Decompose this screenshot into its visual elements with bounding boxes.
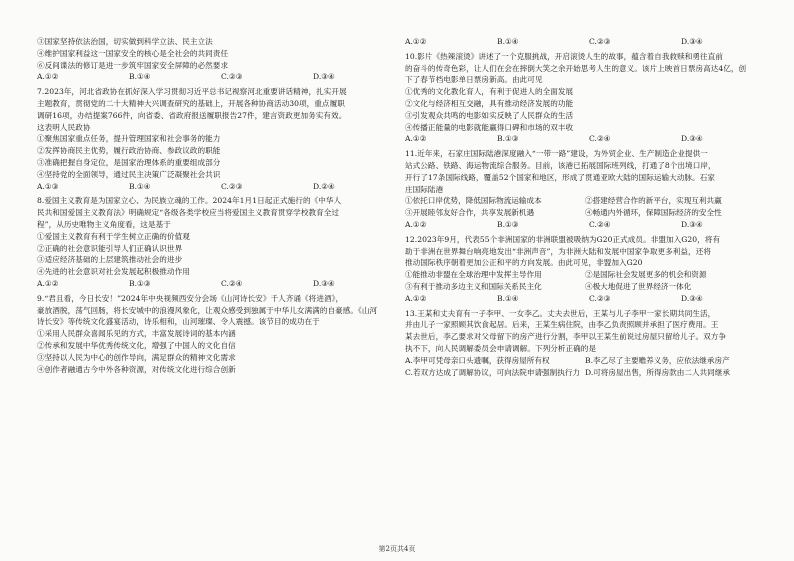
statement-option: ①依托口岸优势，降低国际物流运输成本 bbox=[405, 196, 542, 206]
text-line: ①采用人民群众喜闻乐见的方式，丰富发展诗词的基本内涵 bbox=[37, 329, 236, 339]
answer-option: A.①② bbox=[405, 134, 427, 144]
answer-option: C.②④ bbox=[589, 219, 611, 229]
text-line: 13.王某和丈夫育有一子李甲、一女李乙。丈夫去世后，王某与儿子李甲一家长期共同生活， bbox=[405, 308, 716, 318]
text-line: 8.爱国主义教育是为国家立心、为民族立魂的工作。2024年1月1日起正式施行的《中华人 bbox=[37, 196, 342, 206]
text-line: ⑥反间谍法的修订是进一步筑牢国家安全屏障的必然要求 bbox=[37, 60, 229, 70]
text-line: ④创作者融通古今中外各种资源，对传统文化进行综合创新 bbox=[37, 364, 236, 374]
statement-pair bbox=[405, 269, 775, 281]
answer-option: C.②④ bbox=[589, 134, 611, 144]
text-line: ①优秀的文化教化育人，有利于促进人的全面发展 bbox=[405, 87, 574, 97]
statement-pair bbox=[405, 367, 775, 379]
left-column bbox=[37, 36, 407, 375]
text-line: 12.2023年9月，代表55个非洲国家的非洲联盟被吸纳为G20正式成员。非盟加入G20，将有 bbox=[405, 234, 721, 244]
text-line: 9.“君且看，今日长安！”2024年中央视频西安分会场《山河诗长安》千人齐诵《将进酒》， bbox=[37, 293, 344, 303]
statement-option: B.李乙尽了主要赡养义务，应依法继承房产 bbox=[585, 355, 730, 365]
text-line: 某去世后，李乙要求对父母留下的房产进行分割，李甲以王某生前说过房屋只留给儿子。双方争 bbox=[405, 332, 727, 342]
answer-option: A.①② bbox=[37, 278, 59, 288]
text-line: 站式公路、铁路、海运物流综合服务。目前，该港已拓展国际班列线，打通了8个出境口岸， bbox=[405, 160, 716, 170]
text-line: 开行了17条国际线路，覆盖52个国家和地区，形成了贯通亚欧大陆的国际运输大动脉。石家 bbox=[405, 172, 715, 182]
text-line: ③准确把握自身定位，是国家治理体系的重要组成部分 bbox=[37, 157, 221, 167]
answer-option: B.①③ bbox=[497, 134, 519, 144]
statement-pair bbox=[405, 355, 775, 367]
statement-pair bbox=[405, 195, 775, 207]
text-line: ④先进的社会意识对社会发展起积极推动作用 bbox=[37, 267, 190, 277]
answer-option: D.③④ bbox=[313, 278, 335, 288]
statement-option: C.若双方达成了调解协议，可向法院申请强制执行力 bbox=[405, 367, 581, 377]
answer-option: B.①④ bbox=[497, 293, 519, 303]
answer-options bbox=[37, 278, 407, 290]
answer-options bbox=[405, 219, 775, 231]
text-line: 助于非洲在世界舞台响亮地发出“非洲声音”，为非洲大陆和发展中国家争取更多利益，还将 bbox=[405, 246, 711, 256]
text-line: 豪放酒脱，荡气回肠，将长安城中的浪漫风象化，让观众感受到独属于中华儿女满满的自豪感。《山河 bbox=[37, 305, 378, 315]
answer-option: D.③④ bbox=[313, 72, 335, 82]
answer-option: A.①② bbox=[37, 72, 59, 82]
text-line: 11.近年来，石家庄国际陆港深度融入“一带一路”建设，为外贸企业、生产制造企业提供一 bbox=[405, 149, 708, 159]
text-line: ①聚焦国家重点任务，提升管理国家和社会事务的能力 bbox=[37, 134, 221, 144]
statement-option: ④极大地促进了世界经济一体化 bbox=[585, 281, 692, 291]
answer-option: B.①③ bbox=[497, 219, 519, 229]
text-line: 程”，从历史唯物主义角度看，这是基于 bbox=[37, 219, 171, 229]
text-line: 民共和国爱国主义教育法》明确规定“各级各类学校应当将爱国主义教育贯穿学校教育全过 bbox=[37, 208, 340, 218]
text-line: ①爱国主义教育有利于学生树立正确的价值观 bbox=[37, 231, 190, 241]
text-line: ④维护国家利益这一国家安全的核心是全社会的共同责任 bbox=[37, 48, 229, 58]
text-line: 庄国际陆港 bbox=[405, 184, 444, 194]
answer-options bbox=[37, 71, 407, 83]
answer-option: B.①③ bbox=[129, 278, 151, 288]
answer-option: A.①② bbox=[405, 37, 427, 46]
text-line: 下了春节档电影单日票房新高。由此可见 bbox=[405, 75, 543, 85]
text-line: ③国家坚持依法治国，切实做到科学立法、民主立法 bbox=[37, 37, 213, 46]
text-line: ③适应经济基础的上层建筑推动社会的进步 bbox=[37, 255, 183, 265]
statement-option: D.可将房屋出售，所得房款由二人共同继承 bbox=[585, 367, 730, 377]
answer-options bbox=[405, 133, 775, 145]
answer-options bbox=[405, 293, 775, 305]
answer-option: A.①② bbox=[405, 293, 427, 303]
text-line: 诗长安》等传统文化盛宴活动，诗乐相和，山河璀璨、令人震撼。该节目的成功在于 bbox=[37, 317, 320, 327]
answer-option: D.③④ bbox=[681, 293, 703, 303]
answer-option: D.③④ bbox=[681, 219, 703, 229]
answer-option: C.②③ bbox=[221, 72, 243, 82]
text-line: 调研16项，办结提案766件，向省委、省政府报送履职报告27件，建言资政更加务实有效。 bbox=[37, 110, 347, 120]
answer-option: C.②③ bbox=[589, 37, 611, 46]
page-footer: 第2页共4页 bbox=[378, 545, 416, 553]
statement-option: ①能推动非盟在全球治理中发挥主导作用 bbox=[405, 270, 542, 280]
statement-option: ②搭建经营合作的新平台，实现互利共赢 bbox=[585, 196, 722, 206]
answer-option: D.③④ bbox=[681, 134, 703, 144]
answer-option: A.①② bbox=[405, 219, 427, 229]
answer-option: C.②③ bbox=[221, 181, 243, 191]
text-line: 推动国际秩序朝着更加公正和平的方向发展。由此可见，非盟加入G20 bbox=[405, 258, 643, 268]
text-line: 10.影片《热辣滚烫》讲述了一个克服挑战，开启滚烫人生的故事，蕴含着自我救赎和勇往直前 bbox=[405, 51, 723, 61]
text-line: 执不下，向人民调解委员会申请调解。下列分析正确的是 bbox=[405, 343, 597, 353]
answer-option: D.②④ bbox=[313, 181, 335, 191]
text-line: ④坚持党的全面领导，通过民主决策广泛凝聚社会共识 bbox=[37, 169, 221, 179]
answer-option: B.①④ bbox=[497, 37, 519, 46]
answer-options bbox=[405, 36, 775, 48]
answer-option: C.②③ bbox=[589, 293, 611, 303]
statement-option: ④畅通内外循环，保障国际经济的安全性 bbox=[585, 208, 722, 218]
text-line: ②正确的社会意识能引导人们正确认识世界 bbox=[37, 243, 183, 253]
text-line: ④传播正能量的电影就能赢得口碑和市场的双丰收 bbox=[405, 122, 574, 132]
answer-option: C.②④ bbox=[221, 278, 243, 288]
text-line: ②文化与经济相互交融，具有推动经济发展的功能 bbox=[405, 98, 574, 108]
statement-option: A.李甲可凭母亲口头遗嘱，获得房屋所有权 bbox=[405, 355, 550, 365]
answer-option: D.③④ bbox=[681, 37, 703, 46]
statement-pair bbox=[405, 207, 775, 219]
answer-option: B.①④ bbox=[129, 181, 151, 191]
text-line: 这表明人民政协 bbox=[37, 122, 91, 132]
text-line: ②发挥协商民主优势，履行政治协商、参政议政的职能 bbox=[37, 146, 221, 156]
statement-option: ③有利于推动多边主义和国际关系民主化 bbox=[405, 281, 542, 291]
statement-option: ③开展睦邻友好合作，共享发展新机遇 bbox=[405, 208, 535, 218]
statement-option: ②是国际社会发展更多的机会和资源 bbox=[585, 270, 707, 280]
text-line: ③坚持以人民为中心的创作导向，满足群众的精神文化需求 bbox=[37, 352, 236, 362]
text-line: 并由儿子一家照顾其饮食起居。后来，王某生病住院，由李乙负责照顾并承担了医疗费用。王 bbox=[405, 320, 719, 330]
text-line: ③引发观众共鸣的电影如实反映了人民群众的生活 bbox=[405, 110, 574, 120]
statement-pair bbox=[405, 281, 775, 293]
right-column bbox=[405, 36, 775, 378]
answer-option: A.①③ bbox=[37, 181, 59, 191]
text-line: ②传承和发展中华优秀传统文化，增强了中国人的文化自信 bbox=[37, 340, 236, 350]
text-line: 主题教育，贯彻党的二十大精神大兴调查研究的基础上，开展各种协商活动30项，重点履职 bbox=[37, 98, 345, 108]
answer-option: B.①④ bbox=[129, 72, 151, 82]
answer-options bbox=[37, 181, 407, 193]
text-line: 的奋斗的传奇色彩，让人们在会在摔倒大笑之余开始思考人生的意义。该片上映首日票房高达4亿，创 bbox=[405, 63, 747, 73]
text-line: 7.2023年，河北省政协在抓好深入学习贯彻习近平总书记视察河北重要讲话精神，扎实开展 bbox=[37, 87, 347, 97]
